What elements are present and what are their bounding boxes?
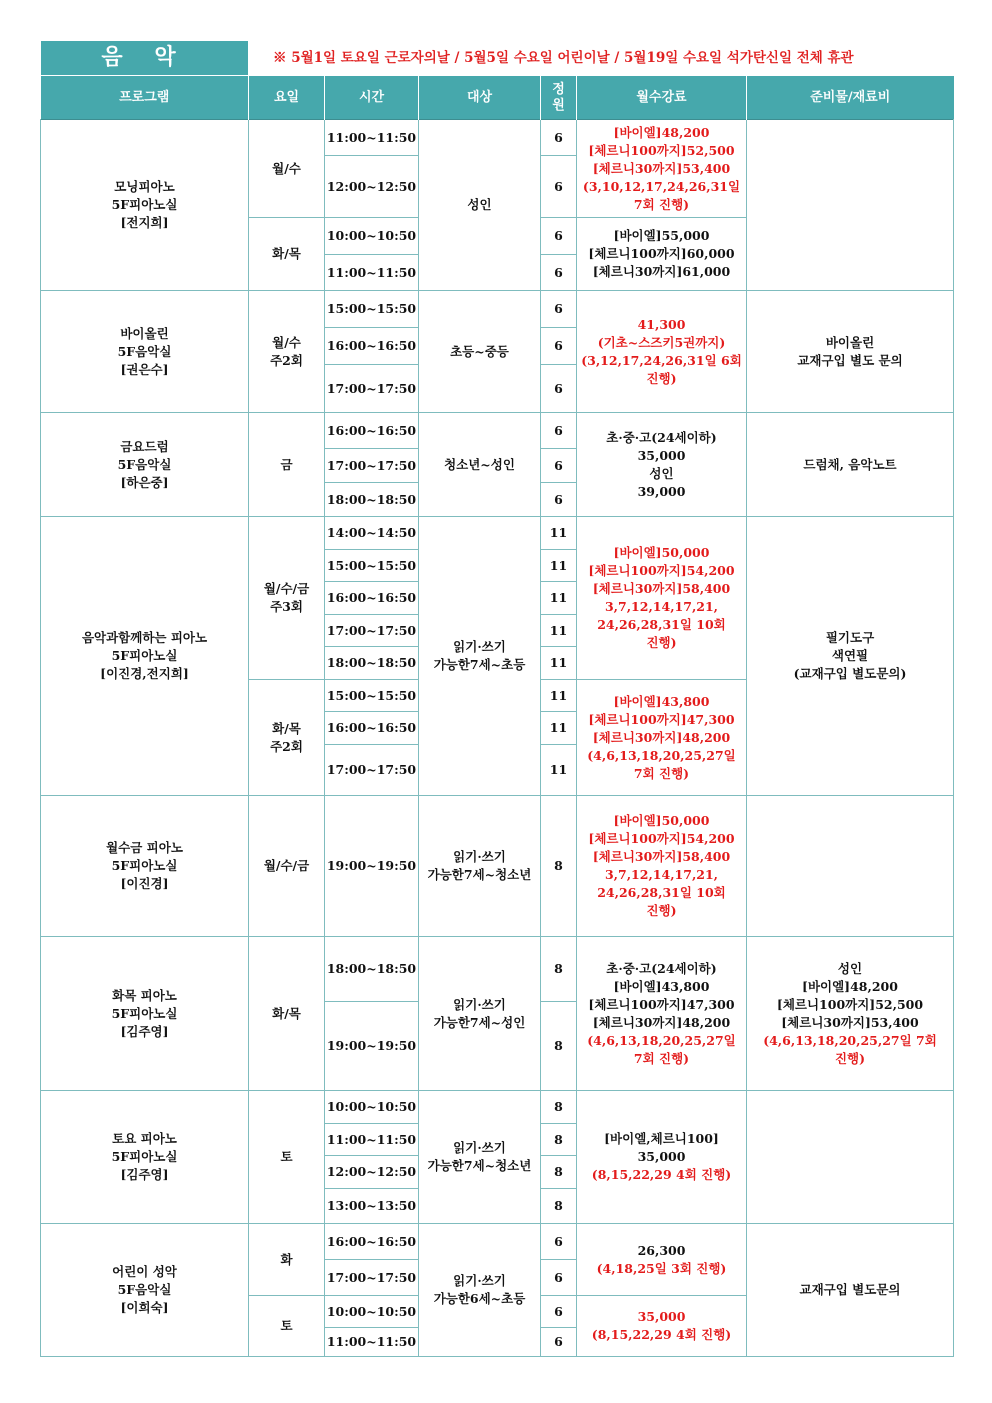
time-cell: 13:00~13:50	[325, 1189, 419, 1224]
capacity-cell: 6	[541, 120, 577, 156]
fee-schedule-note: [바이엘]50,000 [체르니100까지]54,200 [체르니30까지]58,400 3,7,12,14,17,21, 24,26,28,31일 10회 진행)	[588, 813, 735, 918]
program-name: 월수금 피아노 5F피아노실 [이진경]	[41, 796, 249, 937]
capacity-cell: 6	[541, 255, 577, 291]
time-cell: 15:00~15:50	[325, 550, 419, 582]
day-cell: 화	[249, 1224, 325, 1296]
time-cell: 15:00~15:50	[325, 291, 419, 328]
capacity-cell: 8	[541, 1156, 577, 1189]
fee-cell	[577, 218, 747, 291]
fee-schedule-note: 35,000 (8,15,22,29 4회 진행)	[591, 1309, 732, 1342]
material-cell: 바이올린 교재구입 별도 문의	[747, 291, 954, 413]
time-cell: 17:00~17:50	[325, 449, 419, 483]
target-cell: 읽기·쓰기 가능한7세~성인	[419, 937, 541, 1091]
title-bar	[41, 41, 953, 75]
target-cell: 성인	[419, 120, 541, 291]
time-cell: 16:00~16:50	[325, 582, 419, 615]
day-cell: 월/수 주2회	[249, 291, 325, 413]
time-cell: 11:00~11:50	[325, 1124, 419, 1156]
time-cell: 17:00~17:50	[325, 745, 419, 796]
target-cell: 초등~중등	[419, 291, 541, 413]
fee-schedule-note: (4,18,25일 3회 진행)	[596, 1260, 727, 1276]
time-cell: 10:00~10:50	[325, 1091, 419, 1124]
time-cell: 18:00~18:50	[325, 647, 419, 680]
fee-schedule-note: (8,15,22,29 4회 진행)	[591, 1167, 732, 1182]
material-cell: 교재구입 별도문의	[747, 1224, 954, 1357]
fee-schedule-note: 41,300 (기초~스즈키5권까지) (3,12,17,24,26,31일 6회 진행)	[581, 316, 742, 386]
target-cell: 읽기·쓰기 가능한6세~초등	[419, 1224, 541, 1357]
capacity-cell: 6	[541, 1296, 577, 1328]
program-name: 화목 피아노 5F피아노실 [김주영]	[41, 937, 249, 1091]
capacity-cell: 8	[541, 1091, 577, 1124]
time-cell: 16:00~16:50	[325, 413, 419, 449]
time-cell: 17:00~17:50	[325, 365, 419, 413]
fee-text: [바이엘]55,000 [체르니100까지]60,000 [체르니30까지]61,000	[588, 228, 735, 279]
time-cell: 16:00~16:50	[325, 328, 419, 365]
fee-cell	[577, 413, 747, 517]
header-capacity: 정 원	[541, 76, 577, 120]
fee-cell	[577, 291, 747, 413]
time-cell: 15:00~15:50	[325, 680, 419, 712]
holiday-notice: ※ 5월1일 토요일 근로자의날 / 5월5일 수요일 어린이날 / 5월19일 수요일 석가탄신일 전체 휴관	[273, 50, 854, 66]
header-material: 준비물/재료비	[747, 76, 954, 120]
header-target: 대상	[419, 76, 541, 120]
capacity-cell: 6	[541, 413, 577, 449]
day-cell: 월/수/금	[249, 796, 325, 937]
fee-schedule-note: [바이엘]48,200 [체르니100까지]52,500 [체르니30까지]53,400 (3,10,12,17,24,26,31일 7회 진행)	[582, 124, 741, 212]
header-time: 시간	[325, 76, 419, 120]
day-cell: 월/수	[249, 120, 325, 218]
table-row	[41, 517, 954, 550]
material-cell	[747, 120, 954, 291]
program-name: 어린이 성악 5F음악실 [이희숙]	[41, 1224, 249, 1357]
time-cell: 11:00~11:50	[325, 120, 419, 156]
capacity-cell: 8	[541, 1189, 577, 1224]
material-schedule-note: (4,6,13,18,20,25,27일 7회 진행)	[763, 1032, 937, 1066]
fee-text: 초·중·고(24세이하) 35,000 성인 39,000	[606, 429, 717, 499]
table-row	[41, 120, 954, 156]
target-cell: 청소년~성인	[419, 413, 541, 517]
time-cell: 11:00~11:50	[325, 255, 419, 291]
capacity-cell: 11	[541, 517, 577, 550]
capacity-cell: 6	[541, 156, 577, 218]
capacity-cell: 6	[541, 291, 577, 328]
material-cell	[747, 796, 954, 937]
capacity-cell: 6	[541, 365, 577, 413]
capacity-cell: 11	[541, 615, 577, 647]
time-cell: 19:00~19:50	[325, 796, 419, 937]
target-cell: 읽기·쓰기 가능한7세~청소년	[419, 1091, 541, 1224]
time-cell: 17:00~17:50	[325, 615, 419, 647]
fee-cell	[577, 1224, 747, 1296]
time-cell: 18:00~18:50	[325, 483, 419, 517]
capacity-cell: 8	[541, 796, 577, 937]
program-name: 금요드럼 5F음악실 [하은중]	[41, 413, 249, 517]
table-row	[41, 1224, 954, 1260]
header-day: 요일	[249, 76, 325, 120]
fee-cell	[577, 1091, 747, 1224]
target-cell: 읽기·쓰기 가능한7세~청소년	[419, 796, 541, 937]
time-cell: 18:00~18:50	[325, 937, 419, 1002]
program-name: 토요 피아노 5F피아노실 [김주영]	[41, 1091, 249, 1224]
capacity-cell: 11	[541, 647, 577, 680]
capacity-cell: 8	[541, 937, 577, 1002]
page-title: 음 악	[41, 41, 248, 75]
time-cell: 16:00~16:50	[325, 1224, 419, 1260]
fee-cell	[577, 120, 747, 218]
capacity-cell: 6	[541, 483, 577, 517]
fee-cell	[577, 517, 747, 680]
capacity-cell: 11	[541, 550, 577, 582]
time-cell: 17:00~17:50	[325, 1260, 419, 1296]
header-fee: 월수강료	[577, 76, 747, 120]
schedule-table	[40, 76, 954, 1357]
time-cell: 12:00~12:50	[325, 1156, 419, 1189]
time-cell: 16:00~16:50	[325, 712, 419, 745]
capacity-cell: 11	[541, 712, 577, 745]
program-name: 음악과함께하는 피아노 5F피아노실 [이진경,전지희]	[41, 517, 249, 796]
fee-cell	[577, 796, 747, 937]
time-cell: 10:00~10:50	[325, 1296, 419, 1328]
capacity-cell: 6	[541, 1260, 577, 1296]
capacity-cell: 6	[541, 218, 577, 255]
capacity-cell: 11	[541, 582, 577, 615]
time-cell: 10:00~10:50	[325, 218, 419, 255]
fee-cell	[577, 680, 747, 796]
time-cell: 11:00~11:50	[325, 1328, 419, 1357]
day-cell: 화/목	[249, 218, 325, 291]
fee-cell	[577, 937, 747, 1091]
target-cell: 읽기·쓰기 가능한7세~초등	[419, 517, 541, 796]
table-row	[41, 796, 954, 937]
time-cell: 19:00~19:50	[325, 1002, 419, 1091]
day-cell: 금	[249, 413, 325, 517]
program-name: 모닝피아노 5F피아노실 [전지희]	[41, 120, 249, 291]
capacity-cell: 11	[541, 745, 577, 796]
material-text: 성인 [바이엘]48,200 [체르니100까지]52,500 [체르니30까지]53,400	[776, 960, 924, 1030]
table-row	[41, 937, 954, 1002]
table-row	[41, 1091, 954, 1124]
table-row	[41, 413, 954, 449]
time-cell: 14:00~14:50	[325, 517, 419, 550]
day-cell: 토	[249, 1296, 325, 1357]
capacity-cell: 6	[541, 449, 577, 483]
fee-schedule-note: [바이엘]50,000 [체르니100까지]54,200 [체르니30까지]58,400 3,7,12,14,17,21, 24,26,28,31일 10회 진행)	[588, 545, 735, 650]
day-cell: 화/목	[249, 937, 325, 1091]
day-cell: 토	[249, 1091, 325, 1224]
fee-schedule-note: (4,6,13,18,20,25,27일 7회 진행)	[587, 1032, 736, 1066]
table-row	[41, 291, 954, 328]
capacity-cell: 6	[541, 328, 577, 365]
capacity-cell: 8	[541, 1124, 577, 1156]
fee-text: 26,300	[637, 1242, 686, 1258]
header-row	[41, 76, 954, 120]
capacity-cell: 6	[541, 1328, 577, 1357]
material-cell: 필기도구 색연필 (교재구입 별도문의)	[747, 517, 954, 796]
program-name: 바이올린 5F음악실 [권은수]	[41, 291, 249, 413]
material-cell	[747, 1091, 954, 1224]
day-cell: 화/목 주2회	[249, 680, 325, 796]
fee-cell	[577, 1296, 747, 1357]
fee-text: 초·중·고(24세이하) [바이엘]43,800 [체르니100까지]47,300 [체르니30까지]48,200	[588, 960, 735, 1030]
capacity-cell: 6	[541, 1224, 577, 1260]
fee-text: [바이엘,체르니100] 35,000	[604, 1131, 719, 1164]
material-cell: 드럼채, 음악노트	[747, 413, 954, 517]
time-cell: 12:00~12:50	[325, 156, 419, 218]
capacity-cell: 8	[541, 1002, 577, 1091]
day-cell: 월/수/금 주3회	[249, 517, 325, 680]
material-cell	[747, 937, 954, 1091]
header-program: 프로그램	[41, 76, 249, 120]
fee-schedule-note: [바이엘]43,800 [체르니100까지]47,300 [체르니30까지]48,200 (4,6,13,18,20,25,27일 7회 진행)	[587, 693, 736, 781]
capacity-cell: 11	[541, 680, 577, 712]
